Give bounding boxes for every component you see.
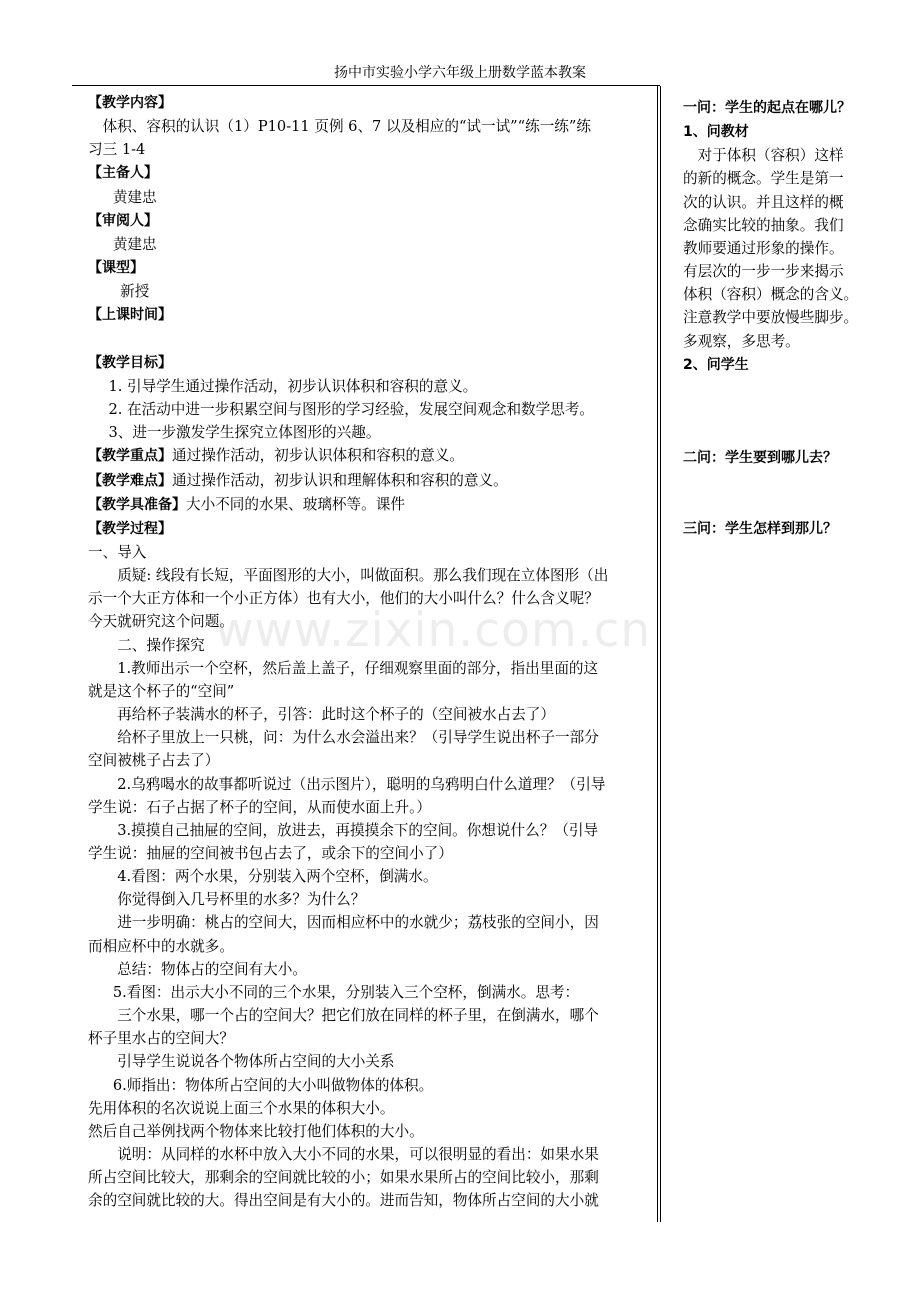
main-line: [88, 1004, 656, 1027]
line-text: 总结：物体占的空间有大小。: [117, 960, 307, 978]
main-line: [88, 888, 656, 911]
side-heading: [683, 446, 898, 470]
section-label: 2、问学生: [683, 356, 749, 373]
main-line: [88, 935, 656, 958]
main-line: [88, 138, 656, 161]
main-line: [88, 1166, 656, 1189]
line-text: 余的空间就比较的大。得出空间是有大小的。进而告知，物体所占空间的大小就: [88, 1192, 599, 1210]
main-line: [88, 564, 656, 587]
side-line: [683, 167, 898, 190]
column-divider: [657, 86, 658, 1222]
header-rule: [72, 85, 660, 86]
section-label: 【教学重点】: [88, 448, 172, 465]
section-label: 【课型】: [88, 260, 144, 277]
line-text: 教师要通过形象的操作。: [683, 239, 844, 257]
side-heading: [683, 96, 898, 120]
main-heading: [88, 444, 656, 468]
main-line: [88, 634, 656, 657]
side-line: [683, 214, 898, 237]
main-line: [88, 842, 656, 865]
section-label: 三问：学生怎样到那儿？: [683, 520, 837, 537]
section-label: 【主备人】: [88, 165, 158, 182]
main-line: [88, 749, 656, 772]
line-text: 杯子里水占的空间大？: [88, 1030, 234, 1048]
line-text: 学生说：抽屉的空间被书包占去了，或余下的空间小了）: [88, 845, 453, 862]
main-heading: [88, 493, 656, 517]
side-heading: [683, 120, 898, 144]
line-text: 次的认识。并且这样的概: [683, 193, 844, 211]
line-text: 多观察，多思考。: [683, 332, 800, 350]
section-value: 通过操作活动，初步认识和理解体积和容积的意义。: [172, 471, 508, 489]
section-label: 【教学内容】: [88, 95, 172, 111]
side-line: [683, 423, 898, 446]
main-heading: [88, 161, 656, 185]
line-text: 你觉得倒入几号杯里的水多？为什么？: [117, 891, 366, 909]
line-text: 示一个大正方体和一个小正方体）也有大小，他们的大小叫什么？什么含义呢？: [88, 590, 599, 608]
main-heading: [88, 303, 656, 327]
line-text: 空间被桃子占去了）: [88, 752, 220, 770]
line-text: 4.看图：两个水果，分别装入两个空杯，倒满水。: [117, 868, 438, 886]
main-line: [88, 1027, 656, 1050]
main-line: [88, 610, 656, 633]
line-text: 对于体积（容积）这样: [697, 147, 844, 165]
main-line: [88, 680, 656, 703]
side-line: [683, 283, 898, 306]
side-line: [683, 306, 898, 329]
line-text: 然后自己举例找两个物体来比较打他们体积的大小。: [88, 1122, 424, 1140]
line-text: 2. 在活动中进一步积累空间与图形的学习经验，发展空间观念和数学思考。: [108, 401, 595, 419]
line-text: 注意教学中要放慢些脚步。: [683, 309, 859, 327]
section-label: 一问：学生的起点在哪儿？: [683, 100, 851, 116]
side-line: [683, 260, 898, 283]
main-heading: [88, 351, 656, 375]
main-line: [88, 958, 656, 981]
line-text: 学生说：石子占据了杯子的空间，从而使水面上升。）: [88, 798, 431, 816]
line-text: 念确实比较的抽象。我们: [683, 216, 844, 234]
line-text: 新授: [120, 283, 150, 301]
main-line: [88, 1189, 656, 1212]
main-line: [88, 398, 656, 421]
section-label: 【教学具准备】: [88, 496, 186, 513]
main-line: [88, 421, 656, 444]
line-text: 的新的概念。学生是第一: [683, 170, 844, 188]
line-text: 黄建忠: [112, 235, 157, 253]
main-heading: [88, 209, 656, 233]
main-line: [88, 1097, 656, 1120]
line-text: 所占空间比较大，那剩余的空间就比较的小；如果水果所占的空间比较小，那剩: [88, 1169, 599, 1187]
line-text: 2.乌鸦喝水的故事都听说过（出示图片），聪明的乌鸦明白什么道理？（引导: [117, 775, 606, 793]
side-line: [683, 400, 898, 423]
main-line: [88, 233, 656, 256]
line-text: 体积、容积的认识（1）P10-11 页例 6、7 以及相应的“试一试”“练一练”练: [102, 118, 591, 136]
line-text: 有层次的一步一步来揭示: [683, 263, 844, 281]
side-line: [683, 237, 898, 260]
section-value: 大小不同的水果、玻璃杯等。课件: [186, 495, 405, 513]
column-divider-inner: [660, 86, 661, 1222]
line-text: 一、导入: [88, 543, 147, 561]
section-value: 通过操作活动，初步认识体积和容积的意义。: [172, 447, 464, 465]
main-line: [88, 1074, 656, 1097]
section-label: 二问：学生要到哪儿去？: [683, 450, 837, 467]
main-line: [88, 1120, 656, 1143]
main-line: [88, 328, 656, 351]
line-text: 5.看图：出示大小不同的三个水果，分别装入三个空杯，倒满水。思考：: [112, 983, 580, 1001]
section-label: 【教学目标】: [88, 354, 172, 371]
side-heading: [683, 353, 898, 377]
section-label: 1、问教材: [683, 124, 749, 141]
line-text: 给杯子里放上一只桃，问：为什么水会溢出来？（引导学生说出杯子一部分: [117, 729, 599, 747]
reflection-sidebar: [683, 96, 898, 541]
section-label: 【审阅人】: [88, 212, 158, 229]
line-text: 3、进一步激发学生探究立体图形的兴趣。: [108, 424, 381, 442]
line-text: 先用体积的名次说说上面三个水果的体积大小。: [88, 1099, 395, 1117]
line-text: 就是这个杯子的“空间”: [88, 682, 235, 700]
main-heading: [88, 469, 656, 493]
line-text: 二、操作探究: [117, 636, 205, 654]
line-text: 1. 引导学生通过操作活动，初步认识体积和容积的意义。: [108, 377, 478, 395]
section-label: 【上课时间】: [88, 307, 172, 324]
main-heading: [88, 256, 656, 280]
line-text: 1.教师出示一个空杯，然后盖上盖子，仔细观察里面的部分，指出里面的这: [117, 659, 599, 677]
main-line: [88, 186, 656, 209]
side-line: [683, 144, 898, 167]
line-text: 习三 1-4: [88, 141, 146, 159]
main-line: [88, 280, 656, 303]
main-line: [88, 911, 656, 934]
main-line: [88, 541, 656, 564]
main-line: [88, 1050, 656, 1073]
line-text: 黄建忠: [112, 188, 157, 206]
line-text: 今天就研究这个问题。: [88, 613, 234, 631]
line-text: 质疑: 线段有长短，平面图形的大小，叫做面积。那么我们现在立体图形（出: [117, 567, 609, 585]
main-line: [88, 981, 656, 1004]
line-text: 体积（容积）概念的含义。: [683, 286, 859, 304]
main-line: [88, 587, 656, 610]
main-line: [88, 796, 656, 819]
main-line: [88, 703, 656, 726]
lesson-plan-body: [88, 91, 656, 1213]
main-line: [88, 1143, 656, 1166]
side-heading: [683, 517, 898, 541]
main-heading: [88, 517, 656, 541]
page-header: 扬中市实验小学六年级上册数学蓝本教案: [334, 65, 586, 81]
line-text: 6.师指出：物体所占空间的大小叫做物体的体积。: [112, 1076, 434, 1094]
side-line: [683, 377, 898, 400]
side-line: [683, 330, 898, 353]
section-label: 【教学过程】: [88, 520, 172, 537]
main-line: [88, 773, 656, 796]
section-label: 【教学难点】: [88, 472, 172, 489]
watermark: www.zixin.com.cn: [215, 603, 652, 658]
line-text: 再给杯子装满水的杯子，引答：此时这个杯子的（空间被水占去了）: [117, 706, 556, 724]
main-line: [88, 865, 656, 888]
line-text: 说明：从同样的水杯中放入大小不同的水果，可以很明显的看出：如果水果: [117, 1146, 599, 1164]
main-line: [88, 726, 656, 749]
line-text: 三个水果，哪一个占的空间大？把它们放在同样的杯子里，在倒满水，哪个: [117, 1007, 599, 1025]
side-line: [683, 494, 898, 517]
main-line: [88, 375, 656, 398]
line-text: 进一步明确：桃占的空间大，因而相应杯中的水就少；荔枝张的空间小，因: [117, 914, 599, 932]
main-line: [88, 657, 656, 680]
main-line: [88, 819, 656, 842]
line-text: 引导学生说说各个物体所占空间的大小关系: [117, 1053, 395, 1071]
side-line: [683, 471, 898, 494]
line-text: 3.摸摸自己抽屉的空间，放进去，再摸摸余下的空间。你想说什么？（引导: [117, 821, 599, 839]
main-line: [88, 115, 656, 138]
line-text: 而相应杯中的水就多。: [88, 937, 234, 955]
main-heading: [88, 91, 656, 115]
side-line: [683, 191, 898, 214]
